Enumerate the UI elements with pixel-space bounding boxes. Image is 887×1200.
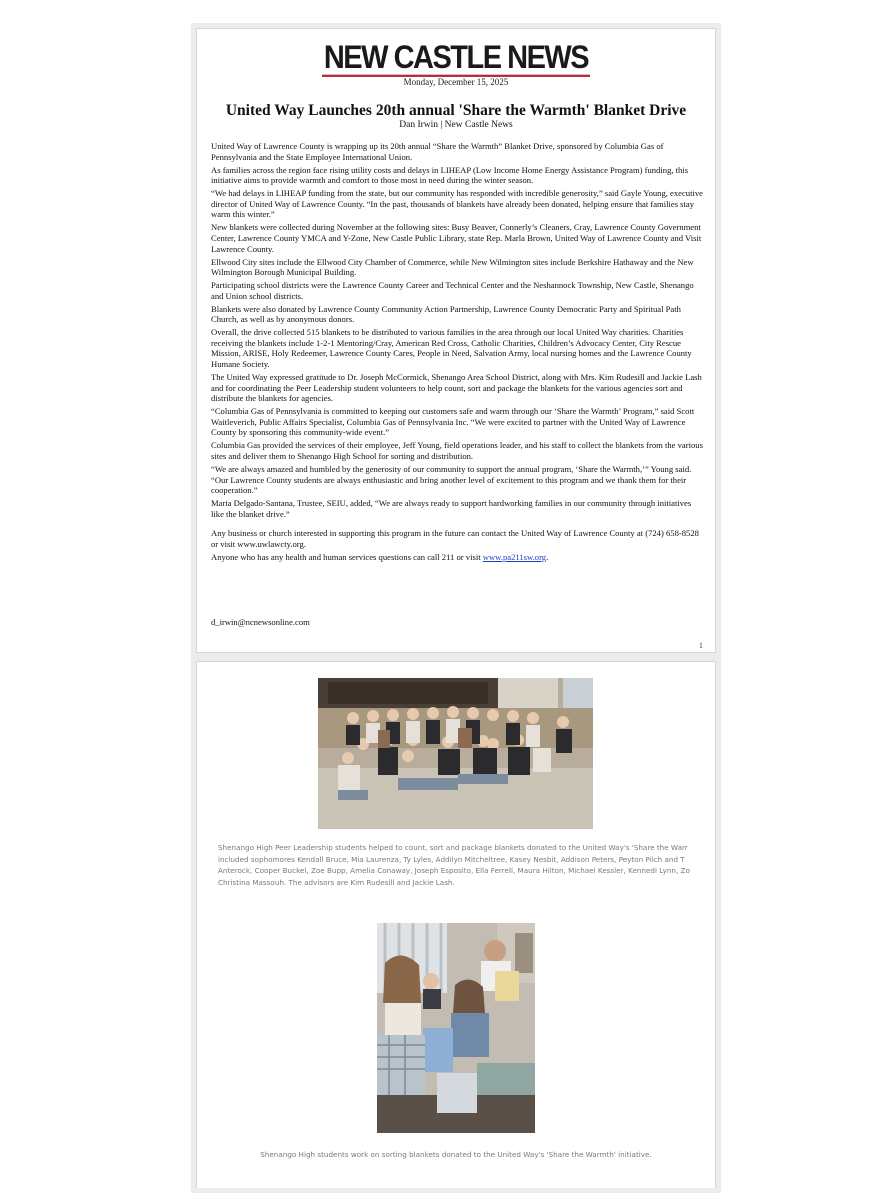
article-paragraph: Columbia Gas provided the services of their employee, Jeff Young, field operations leader, and his staff to collect the blankets from the various sites and deliver them to Shenango High School for sorting and distribution. bbox=[211, 440, 703, 461]
group-photo bbox=[318, 678, 593, 829]
article-paragraph: Maria Delgado-Santana, Trustee, SEIU, added, “We are always ready to support hardworking families in our community through initiatives like the blanket drive.” bbox=[211, 498, 692, 519]
article-paragraph: “We had delays in LIHEAP funding from the state, but our community has responded with incredible generosity,” said Gayle Young, executive director of United Way of Lawrence County. “In the past, thousands of blankets have already been donated, helping ensure that families stay warm this winter.” bbox=[211, 188, 703, 220]
article-paragraph: Blankets were also donated by Lawrence County Community Action Partnership, Lawrence County Democratic Party and Spiritual Path Church, as well as by anonymous donors. bbox=[211, 303, 681, 325]
article-paragraph: New blankets were collected during November at the following sites: Busy Beaver, Connerly’s Cleaners, Cray, Lawrence County Government Center, Lawrence County YMCA and Y-Zone, New Castle Public Library, state Rep. Marla Brown, United Way of Lawrence County and Visit Lawrence County. bbox=[211, 222, 702, 254]
author-email: d_irwin@ncnewsonline.com bbox=[211, 617, 310, 627]
caption-line: Shenango High Peer Leadership students helped to count, sort and package blankets donated to the United Way's 'Share the Warr bbox=[218, 843, 688, 852]
group-photo-caption bbox=[218, 842, 713, 888]
article-headline: United Way Launches 20th annual 'Share the Warmth' Blanket Drive bbox=[225, 102, 687, 119]
newspaper-logo: NEW CASTLE NEWS bbox=[323, 39, 589, 76]
masthead bbox=[197, 39, 715, 87]
contact-paragraph: Any business or church interested in supporting this program in the future can contact the United Way of Lawrence County at (724) 658-8528 or visit www.uwlawcty.org. bbox=[211, 528, 699, 549]
help-end: . bbox=[546, 551, 549, 562]
article-paragraph: Participating school districts were the Lawrence County Career and Technical Center and the Neshannock Township, New Castle, Shenango and Union school districts. bbox=[211, 280, 694, 301]
article-paragraph: United Way of Lawrence County is wrapping up its 20th annual “Share the Warmth” Blanket Drive, sponsored by Columbia Gas of Pennsylvania and the State Employee International Union. bbox=[211, 141, 664, 162]
article-body bbox=[211, 141, 703, 565]
article-paragraph: The United Way expressed gratitude to Dr. Joseph McCormick, Shenango Area School District, along with Mrs. Kim Rudesill and Jackie Lash and for coordinating the Peer Leadership student volunteers to help count, sort and package the blankets for the various agencies sort and distribute the blankets for agencies. bbox=[211, 372, 702, 404]
pa211-link[interactable]: www.pa211sw.org bbox=[482, 551, 547, 562]
page-number: 1 bbox=[698, 640, 703, 650]
article-paragraph: Ellwood City sites include the Ellwood City Chamber of Commerce, while New Wilmington sites include Berkshire Hathaway and the New Wilmington Borough Municipal Building. bbox=[211, 256, 694, 278]
help-text: Anyone who has any health and human services questions can call 211 or visit bbox=[211, 551, 481, 562]
article-page-2 bbox=[196, 661, 716, 1188]
article-paragraph: As families across the region face rising utility costs and delays in LIHEAP (Low Income Home Energy Assistance Program) funding, this initiative aims to provide warmth and comfort to those most in need during the winter season. bbox=[211, 164, 689, 186]
article-paragraph: “We are always amazed and humbled by the generosity of our community to support the annual program, ‘Share the Warmth,’” Young said. “Our Lawrence County students are always enthusiastic and bring another level of excitement to this program and we thank them for their cooperation.” bbox=[211, 463, 692, 496]
article-byline: Dan Irwin | New Castle News bbox=[399, 120, 513, 130]
sorting-photo-caption: Shenango High students work on sorting blankets donated to the United Way's 'Share the Warmth' initiative. bbox=[260, 1150, 652, 1159]
article-page-1 bbox=[196, 28, 716, 653]
caption-line: Anterock, Cooper Buckel, Zoe Bupp, Amelia Conaway, Joseph Esposito, Ella Ferrell, Maura Hilton, Michael Kessler, Kennedi Lynn, Zo bbox=[218, 866, 690, 875]
caption-line: included sophomores Kendall Bruce, Mia Laurenza, Ty Lyles, Addilyn Mitcheltree, Kasey Nesbit, Addison Peters, Peyton Pilch and T bbox=[218, 854, 685, 864]
publication-date: Monday, December 15, 2025 bbox=[403, 77, 509, 87]
article-paragraph: Overall, the drive collected 515 blankets to be distributed to various families in the area through our local United Way charities. Charities receiving the blankets include 1-2-1 Mentoring/Cray, American Red Cross, Catholic Charities, Children’s Advocacy Center, City Rescue Mission, ARISE, Holy Redeemer, Lawrence County Cares, People in Need, Salvation Army, local nursing homes and the Lawrence County Humane Society. bbox=[211, 327, 692, 370]
caption-line: Christina Massouh. The advisors are Kim Rudesill and Jackie Lash. bbox=[218, 877, 455, 887]
article-paragraph: “Columbia Gas of Pennsylvania is committed to keeping our customers safe and warm through our ‘Share the Warmth’ Program,” said Scott Waitleverich, Public Affairs Specialist, Columbia Gas of Pennsylvania Inc. “We were excited to partner with the United Way of Lawrence County by sponsoring this community-wide event.” bbox=[211, 406, 695, 438]
help-paragraph bbox=[211, 552, 703, 563]
sorting-photo bbox=[377, 923, 535, 1133]
